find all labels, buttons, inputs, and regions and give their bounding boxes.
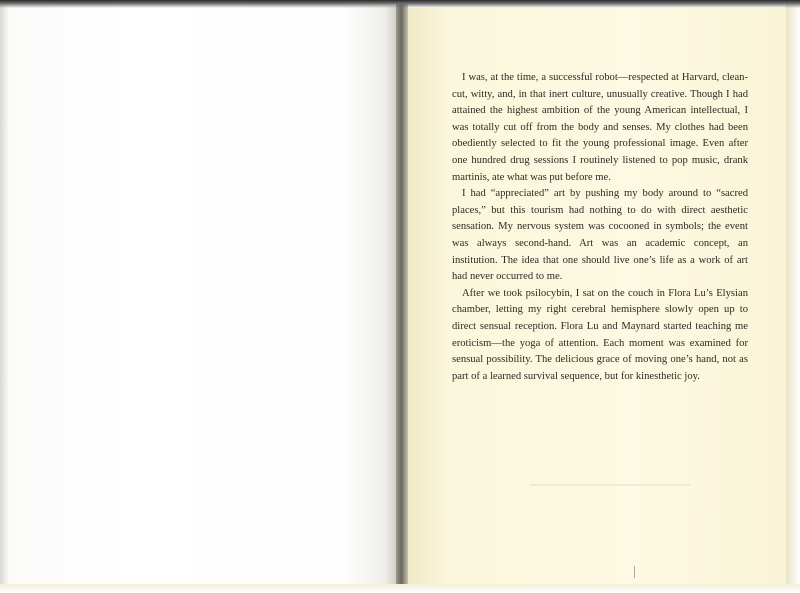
scanner-top-shadow — [0, 0, 800, 8]
book-gutter — [396, 0, 408, 593]
paragraph-2: I had “appreciated” art by pushing my body around to “sacred places,” but this tourism had nothing to do with direct aesthetic sensation. My nervous system was cocooned in symbols; the event was always second-hand. Art was an academic concept, an institution. The idea that one should live one’s life as a work of art had never occurred to me. — [452, 188, 748, 283]
body-text — [452, 70, 748, 385]
bleed-through-rule — [530, 470, 690, 486]
paragraph-1: I was, at the time, a successful robot—respected at Harvard, clean-cut, witty, and, in that inert culture, unusually creative. Though I had attained the highest ambition of the young American intellectual, I was totally cut off from the body and senses. My clothes had been obediently selected to fit the young professional image. Even after one hundred drug sessions I routinely listened to pop music, drank martinis, ate what was put before me. — [452, 72, 748, 183]
bottom-page-edge — [0, 584, 800, 593]
paragraph-3: After we took psilocybin, I sat on the couch in Flora Lu’s Elysian chamber, letting my right cerebral hemisphere slowly open up to direct sensual reception. Flora Lu and Maynard started teaching me eroticism—the yoga of attention. Each moment was examined for sensual possibility. The delicious grace of moving one’s hand, not as part of a learned survival sequence, but for kinesthetic joy. — [452, 287, 748, 382]
paper-mark — [634, 566, 635, 578]
left-page-blank — [8, 6, 400, 586]
right-page-edge — [786, 0, 800, 593]
